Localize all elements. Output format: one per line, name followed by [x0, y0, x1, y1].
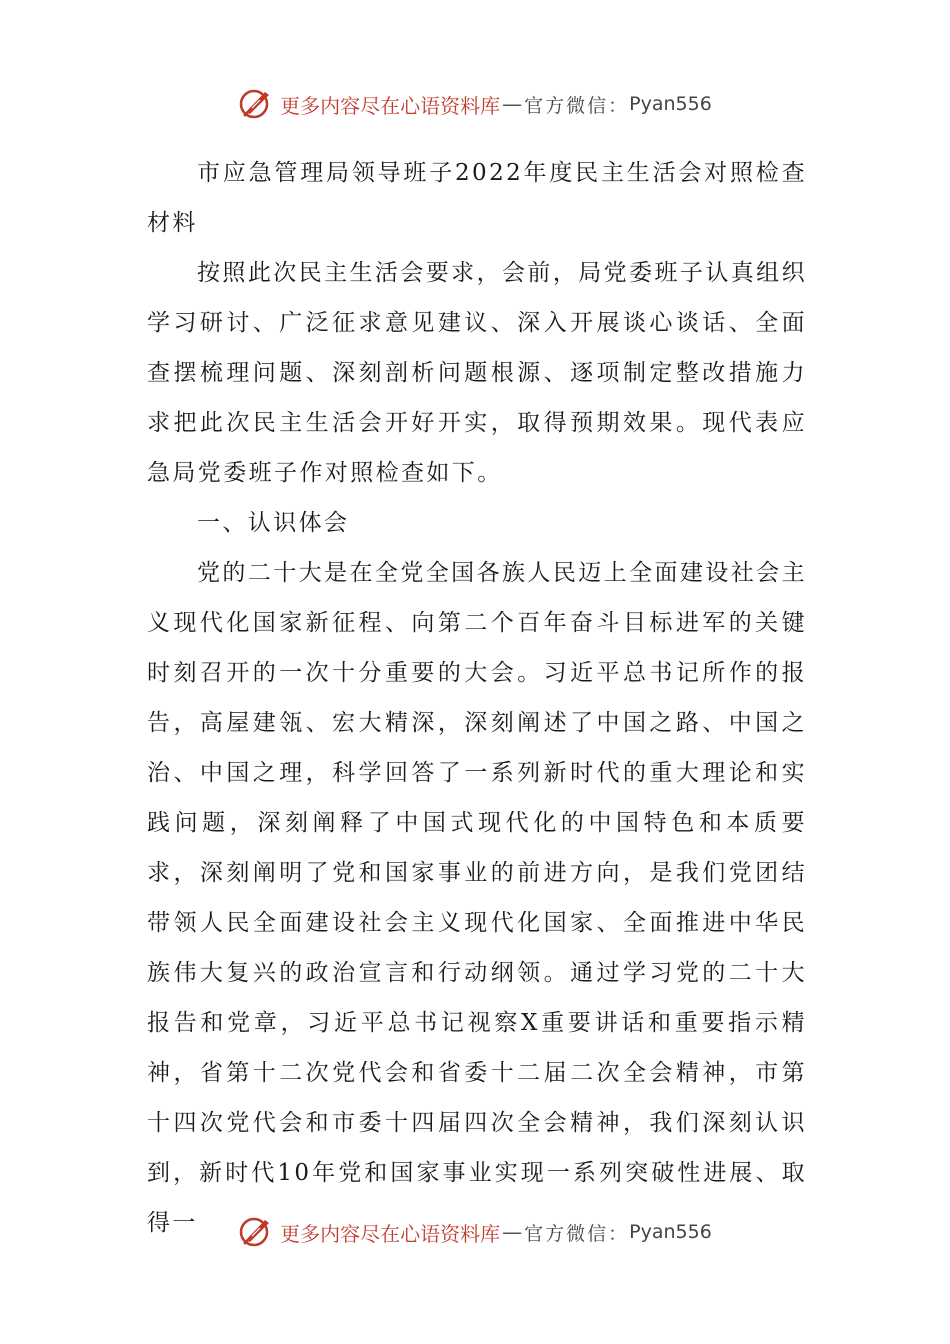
intro-paragraph: 按照此次民主生活会要求，会前，局党委班子认真组织学习研讨、广泛征求意见建议、深入开展谈心谈话、全面查摆梳理问题、深刻剖析问题根源、逐项制定整改措施力求把此次民主生活会开好开实，取得预期效果。现代表应急局党委班子作对照检查如下。: [147, 260, 807, 486]
document-title: 市应急管理局领导班子2022年度民主生活会对照检查材料: [147, 160, 807, 236]
quill-logo-icon: [238, 86, 274, 122]
header-watermark-banner: [0, 84, 950, 124]
banner-brand-text: 更多内容尽在心语资料库: [280, 93, 501, 118]
section-heading: 一、认识体会: [197, 510, 350, 536]
banner-wechat-id: Pyan556: [629, 1221, 712, 1243]
banner-wechat-label: 官方微信：: [524, 1222, 630, 1245]
quill-logo-icon: [238, 1214, 274, 1250]
document-body: [147, 148, 807, 1248]
footer-watermark-banner: [0, 1212, 950, 1252]
banner-wechat-label: 官方微信：: [524, 94, 630, 117]
body-paragraph: 党的二十大是在全党全国各族人民迈上全面建设社会主义现代化国家新征程、向第二个百年奋斗目标进军的关键时刻召开的一次十分重要的大会。习近平总书记所作的报告，高屋建瓴、宏大精深，深刻阐述了中国之路、中国之治、中国之理，科学回答了一系列新时代的重大理论和实践问题，深刻阐释了中国式现代化的中国特色和本质要求，深刻阐明了党和国家事业的前进方向，是我们党团结带领人民全面建设社会主义现代化国家、全面推进中华民族伟大复兴的政治宣言和行动纲领。通过学习党的二十大报告和党章，习近平总书记视察X重要讲话和重要指示精神，省第十二次党代会和省委十二届二次全会精神，市第十四次党代会和市委十四届四次全会精神，我们深刻认识到，新时代10年党和国家事业实现一系列突破性进展、取得一: [147, 560, 807, 1236]
banner-wechat-id: Pyan556: [629, 93, 712, 115]
banner-separator: —: [502, 92, 523, 116]
banner-brand-text: 更多内容尽在心语资料库: [280, 1221, 501, 1246]
banner-separator: —: [502, 1220, 523, 1244]
